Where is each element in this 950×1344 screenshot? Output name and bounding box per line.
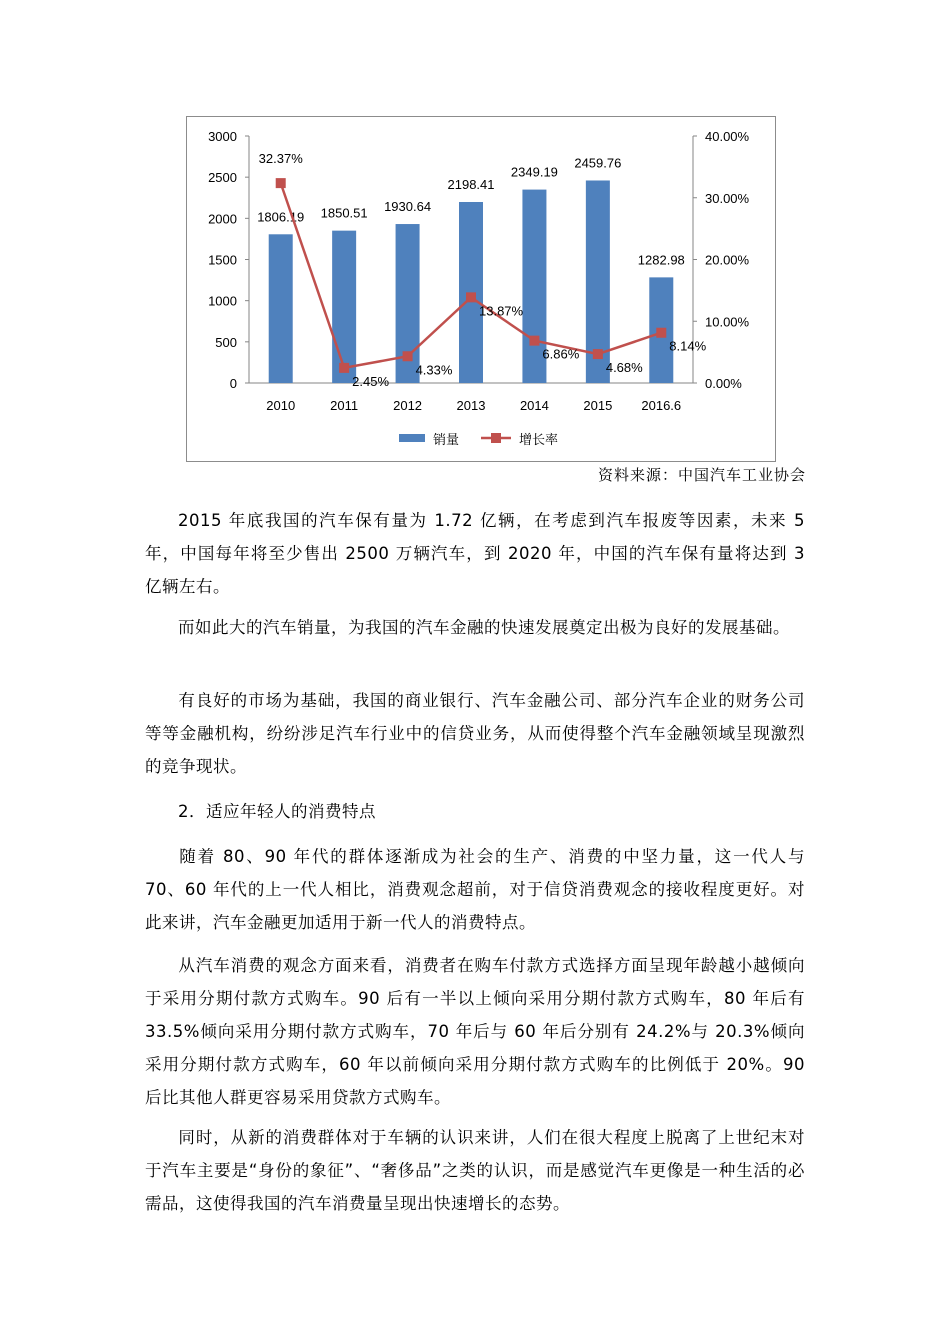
paragraph-2-text: 而如此大的汽车销量，为我国的汽车金融的快速发展奠定出极为良好的发展基础。 <box>178 618 790 637</box>
left-tick-label: 2000 <box>208 211 237 227</box>
growth-rate-label: 4.33% <box>415 362 453 378</box>
chart-source: 资料来源：中国汽车工业协会 <box>597 466 806 484</box>
x-tick-label: 2011 <box>330 398 359 413</box>
growth-rate-point <box>529 336 539 346</box>
section-heading <box>145 795 805 828</box>
growth-rate-point <box>339 363 349 373</box>
bar-value-label: 1850.51 <box>320 205 368 221</box>
growth-rate-label: 4.68% <box>605 360 643 376</box>
growth-rate-label: 2.45% <box>352 373 390 389</box>
legend-label-sales: 销量 <box>433 432 460 447</box>
growth-rate-label: 8.14% <box>669 338 707 354</box>
paragraph-3-text: 有良好的市场为基础，我国的商业银行、汽车金融公司、部分汽车企业的财务公司等等金融机构，纷纷涉足汽车行业中的信贷业务，从而使得整个汽车金融领域呈现激烈的竞争现状。 <box>145 691 805 776</box>
left-tick-label: 1500 <box>208 252 237 268</box>
legend-swatch-sales <box>399 434 425 442</box>
paragraph-1-text: 2015 年底我国的汽车保有量为 1.72 亿辆，在考虑到汽车报废等因素，未来 5 年，中国每年将至少售出 2500 万辆汽车，到 2020 年，中国的汽车保有量将达到 3 亿辆左右。 <box>145 511 805 596</box>
x-tick-label: 2012 <box>393 398 423 413</box>
paragraph-5 <box>145 949 805 1114</box>
left-tick-label: 500 <box>215 334 237 350</box>
paragraph-6-text: 同时，从新的消费群体对于车辆的认识来讲，人们在很大程度上脱离了上世纪末对于汽车主要是“身份的象征”、“奢侈品”之类的认识，而是感觉汽车更像是一种生活的必需品，这使得我国的汽车消费量呈现出快速增长的态势。 <box>145 1128 805 1213</box>
x-tick-label: 2015 <box>583 398 613 413</box>
right-tick-label: 10.00% <box>705 314 750 330</box>
bar-value-label: 2349.19 <box>510 164 558 180</box>
right-tick-label: 0.00% <box>705 376 742 391</box>
right-tick-label: 20.00% <box>705 252 750 268</box>
bar-2010 <box>269 234 293 383</box>
x-tick-label: 2013 <box>456 398 486 413</box>
chart-frame <box>186 116 776 462</box>
sales-growth-chart <box>187 117 777 463</box>
paragraph-4-text: 随着 80、90 年代的群体逐渐成为社会的生产、消费的中坚力量，这一代人与 70、60 年代的上一代人相比，消费观念超前，对于信贷消费观念的接收程度更好。对此来讲，汽车金融更加适用于新一代人的消费特点。 <box>145 847 805 932</box>
paragraph-4 <box>145 840 805 939</box>
paragraph-3 <box>145 684 805 783</box>
growth-rate-point <box>593 349 603 359</box>
left-tick-label: 2500 <box>208 170 237 186</box>
bar-value-label: 2198.41 <box>447 176 495 192</box>
bar-value-label: 1282.98 <box>637 252 685 268</box>
legend-label-growth: 增长率 <box>519 432 559 447</box>
right-tick-label: 40.00% <box>705 129 750 144</box>
bar-2011 <box>332 231 356 383</box>
growth-rate-label: 6.86% <box>542 346 580 362</box>
left-tick-label: 3000 <box>208 129 237 144</box>
growth-rate-point <box>276 178 286 188</box>
x-tick-label: 2014 <box>519 398 549 413</box>
growth-rate-label: 13.87% <box>479 303 524 319</box>
growth-rate-point <box>403 351 413 361</box>
bar-value-label: 1930.64 <box>384 199 432 215</box>
legend-swatch-growth-marker <box>491 433 501 443</box>
x-tick-label: 2010 <box>266 398 296 413</box>
left-tick-label: 1000 <box>208 293 237 309</box>
paragraph-2 <box>145 611 805 644</box>
bar-value-label: 2459.76 <box>574 155 622 171</box>
paragraph-1 <box>145 504 805 603</box>
left-tick-label: 0 <box>229 376 237 391</box>
growth-rate-point <box>466 292 476 302</box>
paragraph-6 <box>145 1121 805 1220</box>
right-tick-label: 30.00% <box>705 190 750 206</box>
section-heading-text: 2．适应年轻人的消费特点 <box>178 802 376 821</box>
bar-value-label: 1806.19 <box>257 209 305 225</box>
paragraph-5-text: 从汽车消费的观念方面来看，消费者在购车付款方式选择方面呈现年龄越小越倾向于采用分期付款方式购车。90 后有一半以上倾向采用分期付款方式购车，80 年后有 33.5%倾向采用分期付款方式购车，70 年后与 60 年后分别有 24.2%与 20.3%倾向采用分期付款方式购车，60 年以前倾向采用分期付款方式购车的比例低于 20%。90 后比其他人群更容易采用贷款方式购车。 <box>145 956 805 1107</box>
growth-rate-label: 32.37% <box>258 151 303 167</box>
x-tick-label: 2016.6 <box>641 398 682 413</box>
growth-rate-point <box>656 328 666 338</box>
